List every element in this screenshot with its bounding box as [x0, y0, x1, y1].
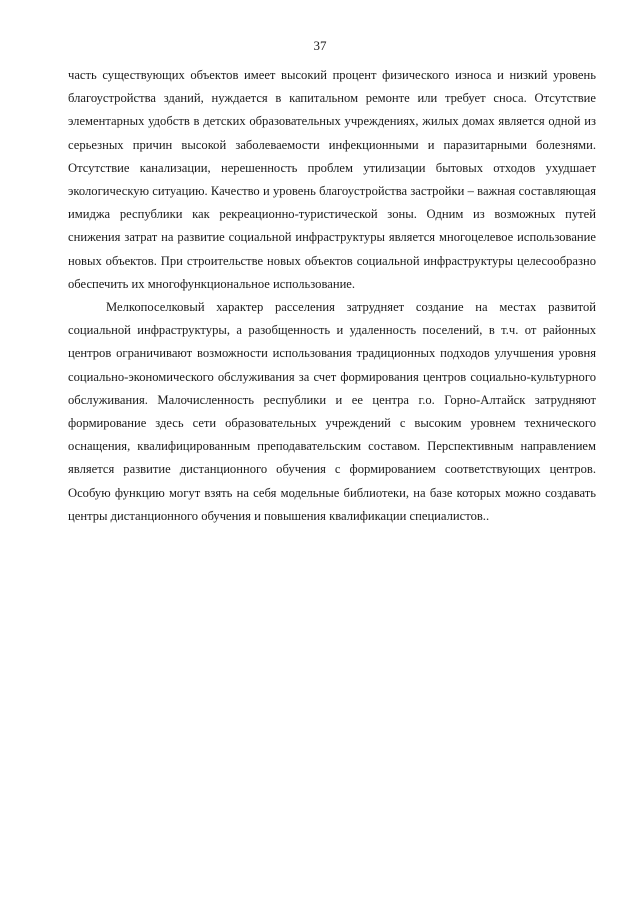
paragraph-1: часть существующих объектов имеет высокий процент физического износа и низкий уровень благоустройства зданий, нуждается в капитальном ремонте или требует сноса. Отсутствие элементарных удобств в детских образовательных учреждениях, жилых домах является одной из серьезных причин высокой заболеваемости инфекционными и паразитарными болезнями. Отсутствие канализации, нерешенность проблем утилизации бытовых отходов ухудшает экологическую ситуацию. Качество и уровень благоустройства застройки – важная составляющая имиджа республики как рекреационно-туристической зоны. Одним из возможных путей снижения затрат на развитие социальной инфраструктуры является многоцелевое использование новых объектов. При строительстве новых объектов социальной инфраструктуры целесообразно обеспечить их многофункциональное использование. — [68, 68, 596, 291]
paragraph-2: Мелкопоселковый характер расселения затрудняет создание на местах развитой социальной инфраструктуры, а разобщенность и удаленность поселений, в т.ч. от районных центров ограничивают возможности использования традиционных подходов улучшения уровня социально-экономического обслуживания за счет формирования центров социально-культурного обслуживания. Малочисленность республики и ее центра г.о. Горно-Алтайск затрудняют формирование здесь сети образовательных учреждений с высоким уровнем технического оснащения, квалифицированным преподавательским составом. Перспективным направлением является развитие дистанционного обучения с формированием соответствующих центров. Особую функцию могут взять на себя модельные библиотеки, на базе которых можно создавать центры дистанционного обучения и повышения квалификации специалистов.. — [68, 300, 596, 523]
page-number: 37 — [313, 38, 327, 53]
